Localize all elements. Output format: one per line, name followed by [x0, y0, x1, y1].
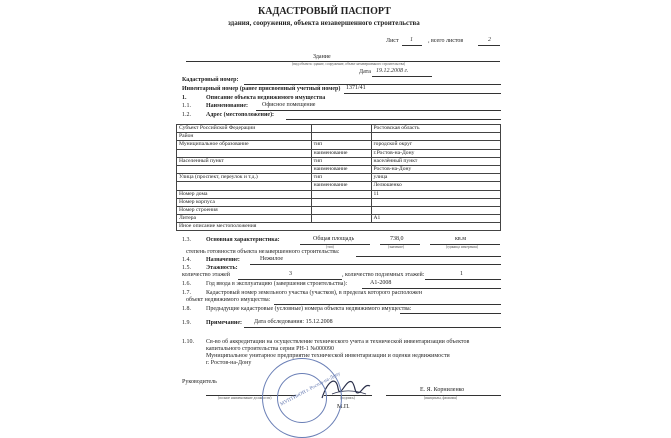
- characteristic-type: Общая площадь: [313, 236, 355, 242]
- date-label: Дата: [359, 69, 371, 75]
- address-field-label: Номер дома: [177, 190, 312, 198]
- address-field-label: Муниципальное образование: [177, 141, 312, 149]
- purpose-value: Нежилое: [260, 256, 284, 262]
- sheets-total: 2: [488, 37, 491, 43]
- floors-count: 3: [289, 271, 292, 277]
- stamp-place-label: М.П.: [337, 404, 350, 410]
- document-title: КАДАСТРОВЫЙ ПАСПОРТ: [258, 6, 391, 17]
- table-row: Улица (проспект, переулок и т.д.) тип улица: [177, 174, 501, 182]
- caption-type: (тип): [326, 245, 334, 249]
- address-field-value: Ростовская область: [371, 125, 500, 133]
- name-value: Офисное помещение: [262, 102, 316, 108]
- section-1-6-number: 1.6.: [182, 281, 191, 287]
- address-field-value: городской округ: [371, 141, 500, 149]
- name-label: Наименование:: [206, 103, 248, 109]
- address-field-label: [177, 165, 312, 173]
- address-field-label: [177, 182, 312, 190]
- section-1-4-number: 1.4.: [182, 257, 191, 263]
- table-row: [177, 133, 501, 141]
- address-field-label: Населенный пункт: [177, 157, 312, 165]
- table-row: [177, 215, 501, 223]
- note-value: Дата обследования: 15.12.2008: [254, 319, 333, 325]
- commission-year-label: Год ввода в эксплуатацию (завершения строительства):: [206, 281, 348, 287]
- accreditation-line-2: капитального строительства серии РН-1 №000090: [206, 346, 334, 352]
- accreditation-line-3: Муниципальное унитарное предприятие технической инвентаризации и оценки недвижимости: [206, 353, 450, 359]
- address-field-value: А1: [371, 215, 500, 223]
- address-field-value: [371, 198, 500, 206]
- inventory-number-label: Инвентарный номер (ранее присвоенный учетный номер): [182, 86, 341, 92]
- table-row: наименование Ростов-на-Дону: [177, 165, 501, 173]
- land-plot-label: Кадастровый номер земельного участка (участков), в пределах которого расположен: [206, 290, 423, 296]
- address-field-value: [371, 206, 500, 214]
- section-1-1-number: 1.1.: [182, 103, 191, 109]
- caption-position: (полное наименование должности): [218, 396, 272, 400]
- caption-signature: (подпись): [340, 396, 355, 400]
- section-1-9-number: 1.9.: [182, 320, 191, 326]
- address-field-value: [371, 133, 500, 141]
- table-row: [177, 198, 501, 206]
- underground-floors: 1: [460, 271, 463, 277]
- note-label: Примечание:: [206, 320, 243, 326]
- section-1-5-number: 1.5.: [182, 265, 191, 271]
- section-1-7-number: 1.7.: [182, 290, 191, 296]
- document-subtitle: здания, сооружения, объекта незавершенного строительства: [228, 19, 420, 27]
- accreditation-line-1: Св-во об аккредитации на осуществление технического учета и технической инвентаризации объектов: [206, 339, 470, 345]
- table-row: наименование г.Ростов-на-Дону: [177, 149, 501, 157]
- section-1-8-number: 1.8.: [182, 306, 191, 312]
- characteristic-value: 738,0: [390, 236, 404, 242]
- signer-name: Е. Я. Корниленко: [420, 387, 465, 393]
- accreditation-line-4: г. Ростов-на-Дону: [206, 360, 252, 366]
- table-row: [177, 190, 501, 198]
- section-1-3-number: 1.3.: [182, 237, 191, 243]
- caption-value: (значение): [388, 245, 405, 249]
- table-row: [177, 206, 501, 214]
- date-value: 19.12.2008 г.: [376, 68, 409, 74]
- address-table: [176, 124, 501, 231]
- characteristic-unit: кв.м: [455, 236, 467, 242]
- address-field-label: Номер корпуса: [177, 198, 312, 206]
- inventory-number-value: 1371/41: [346, 85, 366, 91]
- table-row: Населенный пункт тип населённый пункт: [177, 157, 501, 165]
- section-1-2-number: 1.2.: [182, 112, 191, 118]
- floors-label: Этажность:: [206, 265, 238, 271]
- address-field-label: Номер строения: [177, 206, 312, 214]
- sheets-total-label: , всего листов: [428, 38, 464, 44]
- table-row: [177, 223, 501, 231]
- commission-year-value: А1-2008: [370, 280, 392, 286]
- official-stamp: МУПТИиОН г. Ростов-на-Дону: [262, 358, 342, 438]
- previous-numbers-label: Предыдущие кадастровые (условные) номера объекта недвижимого имущества:: [206, 306, 412, 312]
- caption-initials: (инициалы, фамилия): [424, 396, 458, 400]
- address-field-label: Литера: [177, 215, 312, 223]
- address-field-label: [177, 149, 312, 157]
- main-characteristic-label: Основная характеристика:: [206, 237, 280, 243]
- address-field-label: Улица (проспект, переулок и т.д.): [177, 174, 312, 182]
- address-field-label: Иное описание местоположения: [177, 223, 501, 231]
- underground-floors-label: , количество подземных этажей:: [342, 272, 425, 278]
- floors-count-label: количество этажей: [182, 272, 231, 278]
- address-field-value: 11: [371, 190, 500, 198]
- table-row: [177, 125, 501, 133]
- table-row: Муниципальное образование тип городской округ: [177, 141, 501, 149]
- land-plot-label-2: объект недвижимого имущества:: [186, 297, 271, 303]
- section-1-10-number: 1.10.: [182, 339, 194, 345]
- address-field-value: улица: [371, 174, 500, 182]
- address-field-value: Лелюшенко: [371, 182, 500, 190]
- address-field-value: г.Ростов-на-Дону: [371, 149, 500, 157]
- cadastral-number-label: Кадастровый номер:: [182, 77, 239, 83]
- address-label: Адрес (местоположение):: [206, 112, 275, 118]
- readiness-label: степень готовности объекта незавершенного строительства:: [186, 249, 340, 255]
- object-type: Здание: [313, 54, 331, 60]
- caption-unit: (единица измерения): [446, 245, 479, 249]
- sheet-label: Лист: [386, 38, 399, 44]
- section-1-number: 1.: [182, 95, 187, 101]
- object-type-caption: (вид объекта: здание, сооружение, объект незавершенного строительства): [292, 62, 406, 66]
- section-1-title: Описание объекта недвижимого имущества: [206, 95, 326, 101]
- address-field-value: населённый пункт: [371, 157, 500, 165]
- address-field-label: Субъект Российской Федерации: [177, 125, 312, 133]
- address-field-label: Район: [177, 133, 312, 141]
- purpose-label: Назначение:: [206, 257, 240, 263]
- head-label: Руководитель: [182, 379, 217, 385]
- address-field-value: Ростов-на-Дону: [371, 165, 500, 173]
- sheet-number: 1: [410, 37, 413, 43]
- table-row: наименование Лелюшенко: [177, 182, 501, 190]
